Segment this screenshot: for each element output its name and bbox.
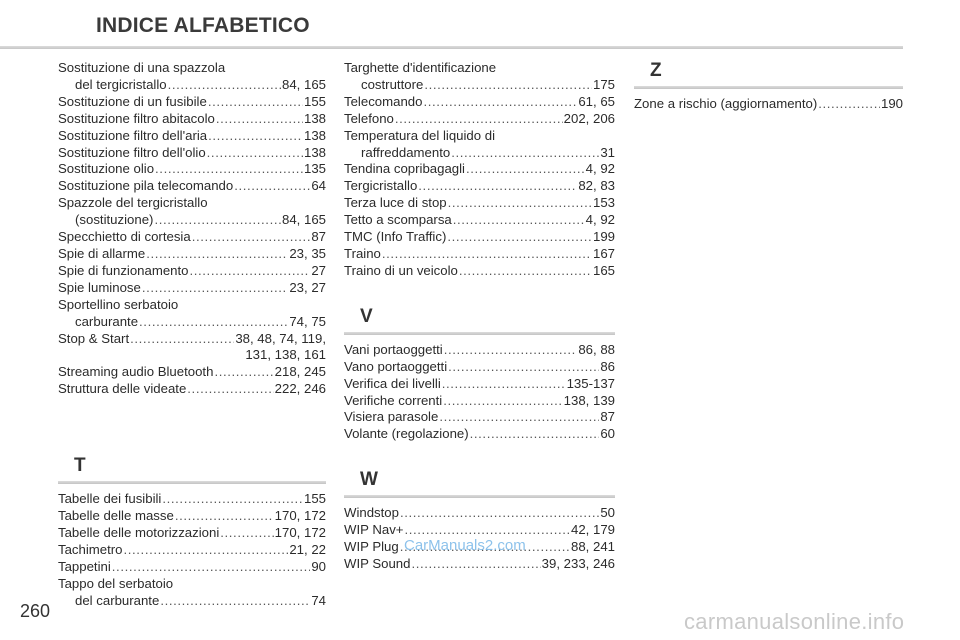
dot-leader [818,96,880,113]
index-entry [58,128,326,145]
dot-leader [190,263,311,280]
entry-pages: 74 [311,592,326,608]
index-entry [344,178,615,195]
index-entry [344,393,615,410]
entry-term: WIP Plug [344,539,399,555]
index-entry [58,381,326,398]
entry-term: Telefono [344,110,394,126]
entry-term: Zone a rischio (aggiornamento) [634,96,818,111]
entry-row [344,77,615,94]
index-entry [58,508,326,525]
entry-term: Terza luce di stop [344,195,447,211]
entry-term: Traino di un veicolo [344,262,458,278]
entry-pages: 175 [592,76,615,92]
entry-row [58,178,326,195]
index-list-t-cont [344,60,615,280]
entry-pages-continued: 131, 138, 161 [245,347,326,363]
dot-leader [192,229,311,246]
index-list-t [58,491,326,609]
entry-row [58,263,326,280]
entry-term: Targhette d'identificazione [344,60,497,75]
index-entry [58,576,326,610]
dot-leader [155,161,303,178]
index-column-2 [344,60,615,573]
entry-term: Sostituzione filtro dell'aria [58,127,208,143]
entry-pages: 61, 65 [578,93,615,109]
entry-pages: 84, 165 [282,212,326,228]
index-list-s [58,60,326,398]
index-entry [58,263,326,280]
entry-term: Spie di funzionamento [58,262,189,278]
dot-leader [451,145,599,162]
entry-term: (sostituzione) [75,212,154,228]
entry-row [344,556,615,573]
dot-leader [382,246,592,263]
entry-term: Tabelle delle masse [58,508,174,524]
entry-pages: 90 [311,558,326,574]
entry-term: carburante [75,313,139,329]
entry-pages: 87 [600,409,615,425]
entry-term: Struttura delle videate [58,381,187,397]
entry-row [344,393,615,410]
dot-leader [448,195,592,212]
dot-leader [208,128,303,145]
entry-row [58,145,326,162]
entry-term: Tabelle dei fusibili [58,491,162,507]
entry-pages: 222, 246 [274,381,326,397]
entry-pages: 4, 92 [585,161,615,177]
entry-row [58,314,326,331]
entry-term: Sostituzione pila telecomando [58,178,234,194]
entry-row [58,559,326,576]
entry-term: Tachimetro [58,541,123,557]
entry-row [344,426,615,443]
entry-pages: 138 [303,110,326,126]
entry-pages: 23, 27 [289,279,326,295]
entry-row [344,229,615,246]
entry-row [58,111,326,128]
index-entry [58,94,326,111]
entry-pages: 27 [311,262,326,278]
entry-pages: 4, 92 [585,212,615,228]
entry-term: Sostituzione filtro dell'olio [58,144,206,160]
entry-pages: 23, 35 [289,245,326,261]
entry-pages: 138, 139 [563,392,615,408]
entry-row [58,94,326,111]
entry-pages: 88, 241 [571,539,615,555]
dot-leader [112,559,311,576]
dot-leader [443,393,562,410]
entry-row [344,376,615,393]
dot-leader [411,556,540,573]
entry-pages: 39, 233, 246 [541,555,615,571]
dot-leader [220,525,273,542]
index-entry [344,556,615,573]
dot-leader [124,542,289,559]
dot-leader [418,178,577,195]
entry-row [344,195,615,212]
entry-row [58,525,326,542]
entry-row [58,364,326,381]
entry-row [634,96,903,113]
dot-leader [444,342,578,359]
entry-term: Volante (regolazione) [344,426,469,442]
dot-leader [466,161,585,178]
index-entry [344,212,615,229]
index-entry [58,178,326,195]
index-list-z [634,96,903,113]
index-entry [58,542,326,559]
index-entry [58,525,326,542]
entry-pages: 82, 83 [578,178,615,194]
dot-leader [214,364,273,381]
index-entry [344,409,615,426]
entry-pages: 31 [600,144,615,160]
entry-term: WIP Nav+ [344,522,404,538]
entry-term: Temperatura del liquido di [344,127,496,143]
section-letter-z: Z [650,60,662,81]
index-entry [344,342,615,359]
dot-leader [447,229,592,246]
entry-term: Visiera parasole [344,409,439,425]
index-entry [344,376,615,393]
entry-row [58,491,326,508]
section-divider-t [58,481,326,484]
section-divider-v [344,332,615,335]
dot-leader [395,111,563,128]
title-divider [0,46,903,49]
entry-term: Traino [344,245,381,261]
entry-row [344,212,615,229]
index-entry [58,246,326,263]
entry-term: del carburante [75,592,160,608]
entry-term: Sportellino serbatoio [58,296,179,312]
dot-leader [400,505,599,522]
dot-leader [187,381,273,398]
entry-pages: 42, 179 [571,522,615,538]
entry-row [58,212,326,229]
entry-term: Tetto a scomparsa [344,212,452,228]
entry-term: Streaming audio Bluetooth [58,364,214,380]
entry-pages: 155 [303,491,326,507]
index-entry [58,559,326,576]
entry-pages: 87 [311,229,326,245]
entry-term: Tappo del serbatoio [58,575,174,591]
entry-pages: 60 [600,426,615,442]
dot-leader [207,145,303,162]
section-z [634,60,903,113]
entry-pages: 38, 48, 74, 119, [235,330,326,346]
entry-term: Tergicristallo [344,178,418,194]
dot-leader [448,359,599,376]
watermark-inline: CarManuals2.com [404,537,526,554]
index-entry [344,111,615,128]
dot-leader [146,246,288,263]
index-entry [58,364,326,381]
entry-term: Sostituzione filtro abitacolo [58,110,215,126]
entry-pages: 170, 172 [274,508,326,524]
dot-leader [162,491,303,508]
entry-row [58,593,326,610]
entry-pages: 170, 172 [274,524,326,540]
entry-row [344,263,615,280]
dot-leader [175,508,274,525]
entry-row [58,229,326,246]
dot-leader [139,314,288,331]
dot-leader [470,426,600,443]
section-v [344,306,615,443]
entry-pages: 199 [592,229,615,245]
index-entry [58,331,326,365]
section-divider-w [344,495,615,498]
entry-term: Sostituzione di una spazzola [58,60,226,75]
dot-leader [130,331,234,348]
entry-pages: 86, 88 [578,341,615,357]
entry-pages: 64 [311,178,326,194]
entry-pages: 165 [592,262,615,278]
index-entry [58,111,326,128]
entry-pages: 167 [592,245,615,261]
dot-leader [216,111,303,128]
entry-pages: 21, 22 [289,541,326,557]
index-entry [58,297,326,331]
index-entry [344,128,615,162]
entry-row [58,508,326,525]
entry-term: Spie luminose [58,279,141,295]
dot-leader [439,409,599,426]
entry-pages: 86 [600,358,615,374]
index-entry [344,426,615,443]
entry-row [58,128,326,145]
entry-term: raffreddamento [361,144,451,160]
entry-row [58,246,326,263]
entry-row [344,94,615,111]
section-letter-t: T [74,455,86,477]
entry-term: WIP Sound [344,555,411,571]
entry-pages: 50 [600,505,615,521]
page-title: INDICE ALFABETICO [96,14,310,37]
entry-term: del tergicristallo [75,76,167,92]
index-entry [58,491,326,508]
index-entry [344,246,615,263]
entry-row [344,145,615,162]
entry-row [344,505,615,522]
entry-pages: 190 [880,96,903,111]
dot-leader [154,212,281,229]
index-entry [344,94,615,111]
entry-term: Spie di allarme [58,245,146,261]
entry-term: Sostituzione di un fusibile [58,93,207,109]
index-entry [58,161,326,178]
entry-row [344,178,615,195]
section-letter-v: V [360,305,373,327]
entry-row [344,359,615,376]
entry-row [344,409,615,426]
entry-term: Vani portaoggetti [344,341,443,357]
entry-row [344,161,615,178]
page-number: 260 [20,601,51,621]
entry-row [58,331,326,348]
dot-leader [459,263,592,280]
index-entry [634,96,903,113]
entry-row [58,77,326,94]
entry-term: Telecomando [344,93,423,109]
entry-pages: 202, 206 [563,110,615,126]
dot-leader [424,77,592,94]
entry-term: Verifica dei livelli [344,375,441,391]
section-letter-w: W [360,469,378,491]
index-entry [344,195,615,212]
entry-term: Spazzole del tergicristallo [58,195,208,211]
entry-pages: 74, 75 [289,313,326,329]
index-entry [344,229,615,246]
entry-row [58,381,326,398]
entry-pages: 153 [592,195,615,211]
entry-term: Stop & Start [58,330,130,346]
section-divider-z [634,86,903,89]
index-column-1 [58,60,326,609]
index-entry [58,145,326,162]
dot-leader [142,280,288,297]
index-list-v [344,342,615,443]
entry-term: Vano portaoggetti [344,358,448,374]
index-entry [58,280,326,297]
entry-term: Sostituzione olio [58,161,155,177]
entry-pages: 155 [303,93,326,109]
dot-leader [160,593,310,610]
entry-row [344,246,615,263]
index-entry [58,195,326,229]
index-entry [58,60,326,94]
entry-term: Windstop [344,505,399,521]
entry-row [58,280,326,297]
section-t [58,455,326,609]
entry-term: Tabelle delle motorizzazioni [58,524,220,540]
entry-pages: 138 [303,144,326,160]
dot-leader [442,376,566,393]
entry-term: Verifiche correnti [344,392,443,408]
entry-row [58,161,326,178]
index-entry [344,505,615,522]
index-entry [344,60,615,94]
entry-pages: 84, 165 [282,76,326,92]
index-entry [344,161,615,178]
index-entry [58,229,326,246]
entry-term: Specchietto di cortesia [58,229,191,245]
entry-term: TMC (Info Traffic) [344,229,447,245]
dot-leader [453,212,585,229]
dot-leader [423,94,577,111]
index-entry [344,359,615,376]
entry-pages: 218, 245 [274,364,326,380]
entry-row [344,342,615,359]
watermark-footer: carmanualsonline.info [684,609,905,634]
entry-term: costruttore [361,76,424,92]
entry-pages: 135-137 [566,375,615,391]
section-w [344,469,615,573]
dot-leader [234,178,310,195]
entry-row [344,111,615,128]
entry-row [58,542,326,559]
entry-pages: 135 [303,161,326,177]
dot-leader [168,77,281,94]
entry-term: Tappetini [58,558,111,574]
index-entry [344,263,615,280]
entry-pages: 138 [303,127,326,143]
entry-term: Tendina copribagagli [344,161,465,177]
dot-leader [208,94,303,111]
index-column-3 [634,60,903,113]
